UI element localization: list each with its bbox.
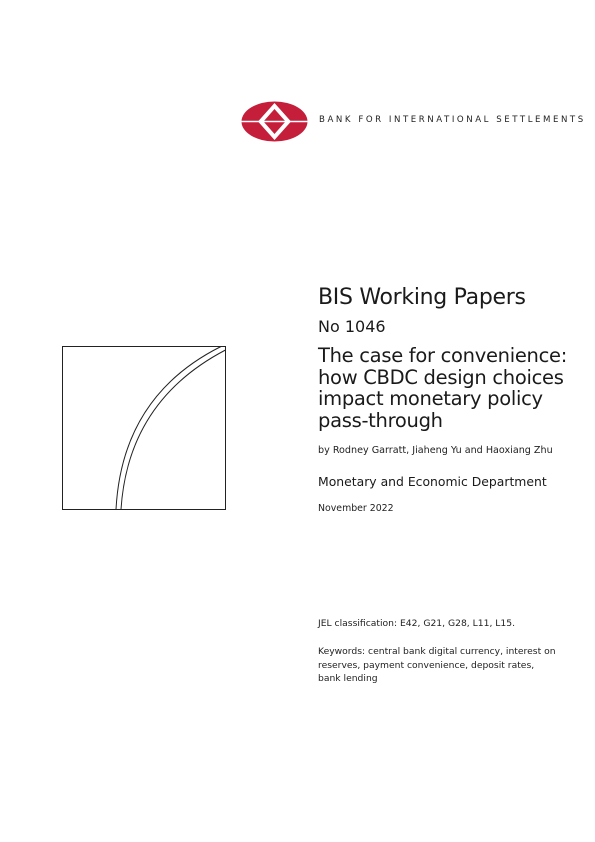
- keywords: Keywords: central bank digital currency, interest on reserves, payment convenience, deposit rates, bank lending: [318, 646, 556, 684]
- paper-number: No 1046: [318, 317, 386, 336]
- series-title: BIS Working Papers: [318, 285, 526, 310]
- cover-arc-icon: [62, 346, 226, 510]
- department: Monetary and Economic Department: [318, 474, 547, 489]
- authors: by Rodney Garratt, Jiaheng Yu and Haoxiang Zhu: [318, 445, 553, 456]
- bis-logo-icon: [241, 101, 308, 142]
- bank-name: BANK FOR INTERNATIONAL SETTLEMENTS: [319, 115, 586, 125]
- paper-title: The case for convenience: how CBDC design choices impact monetary policy pass-through: [318, 344, 567, 432]
- publication-date: November 2022: [318, 503, 394, 514]
- jel-classification: JEL classification: E42, G21, G28, L11, L15.: [318, 618, 516, 629]
